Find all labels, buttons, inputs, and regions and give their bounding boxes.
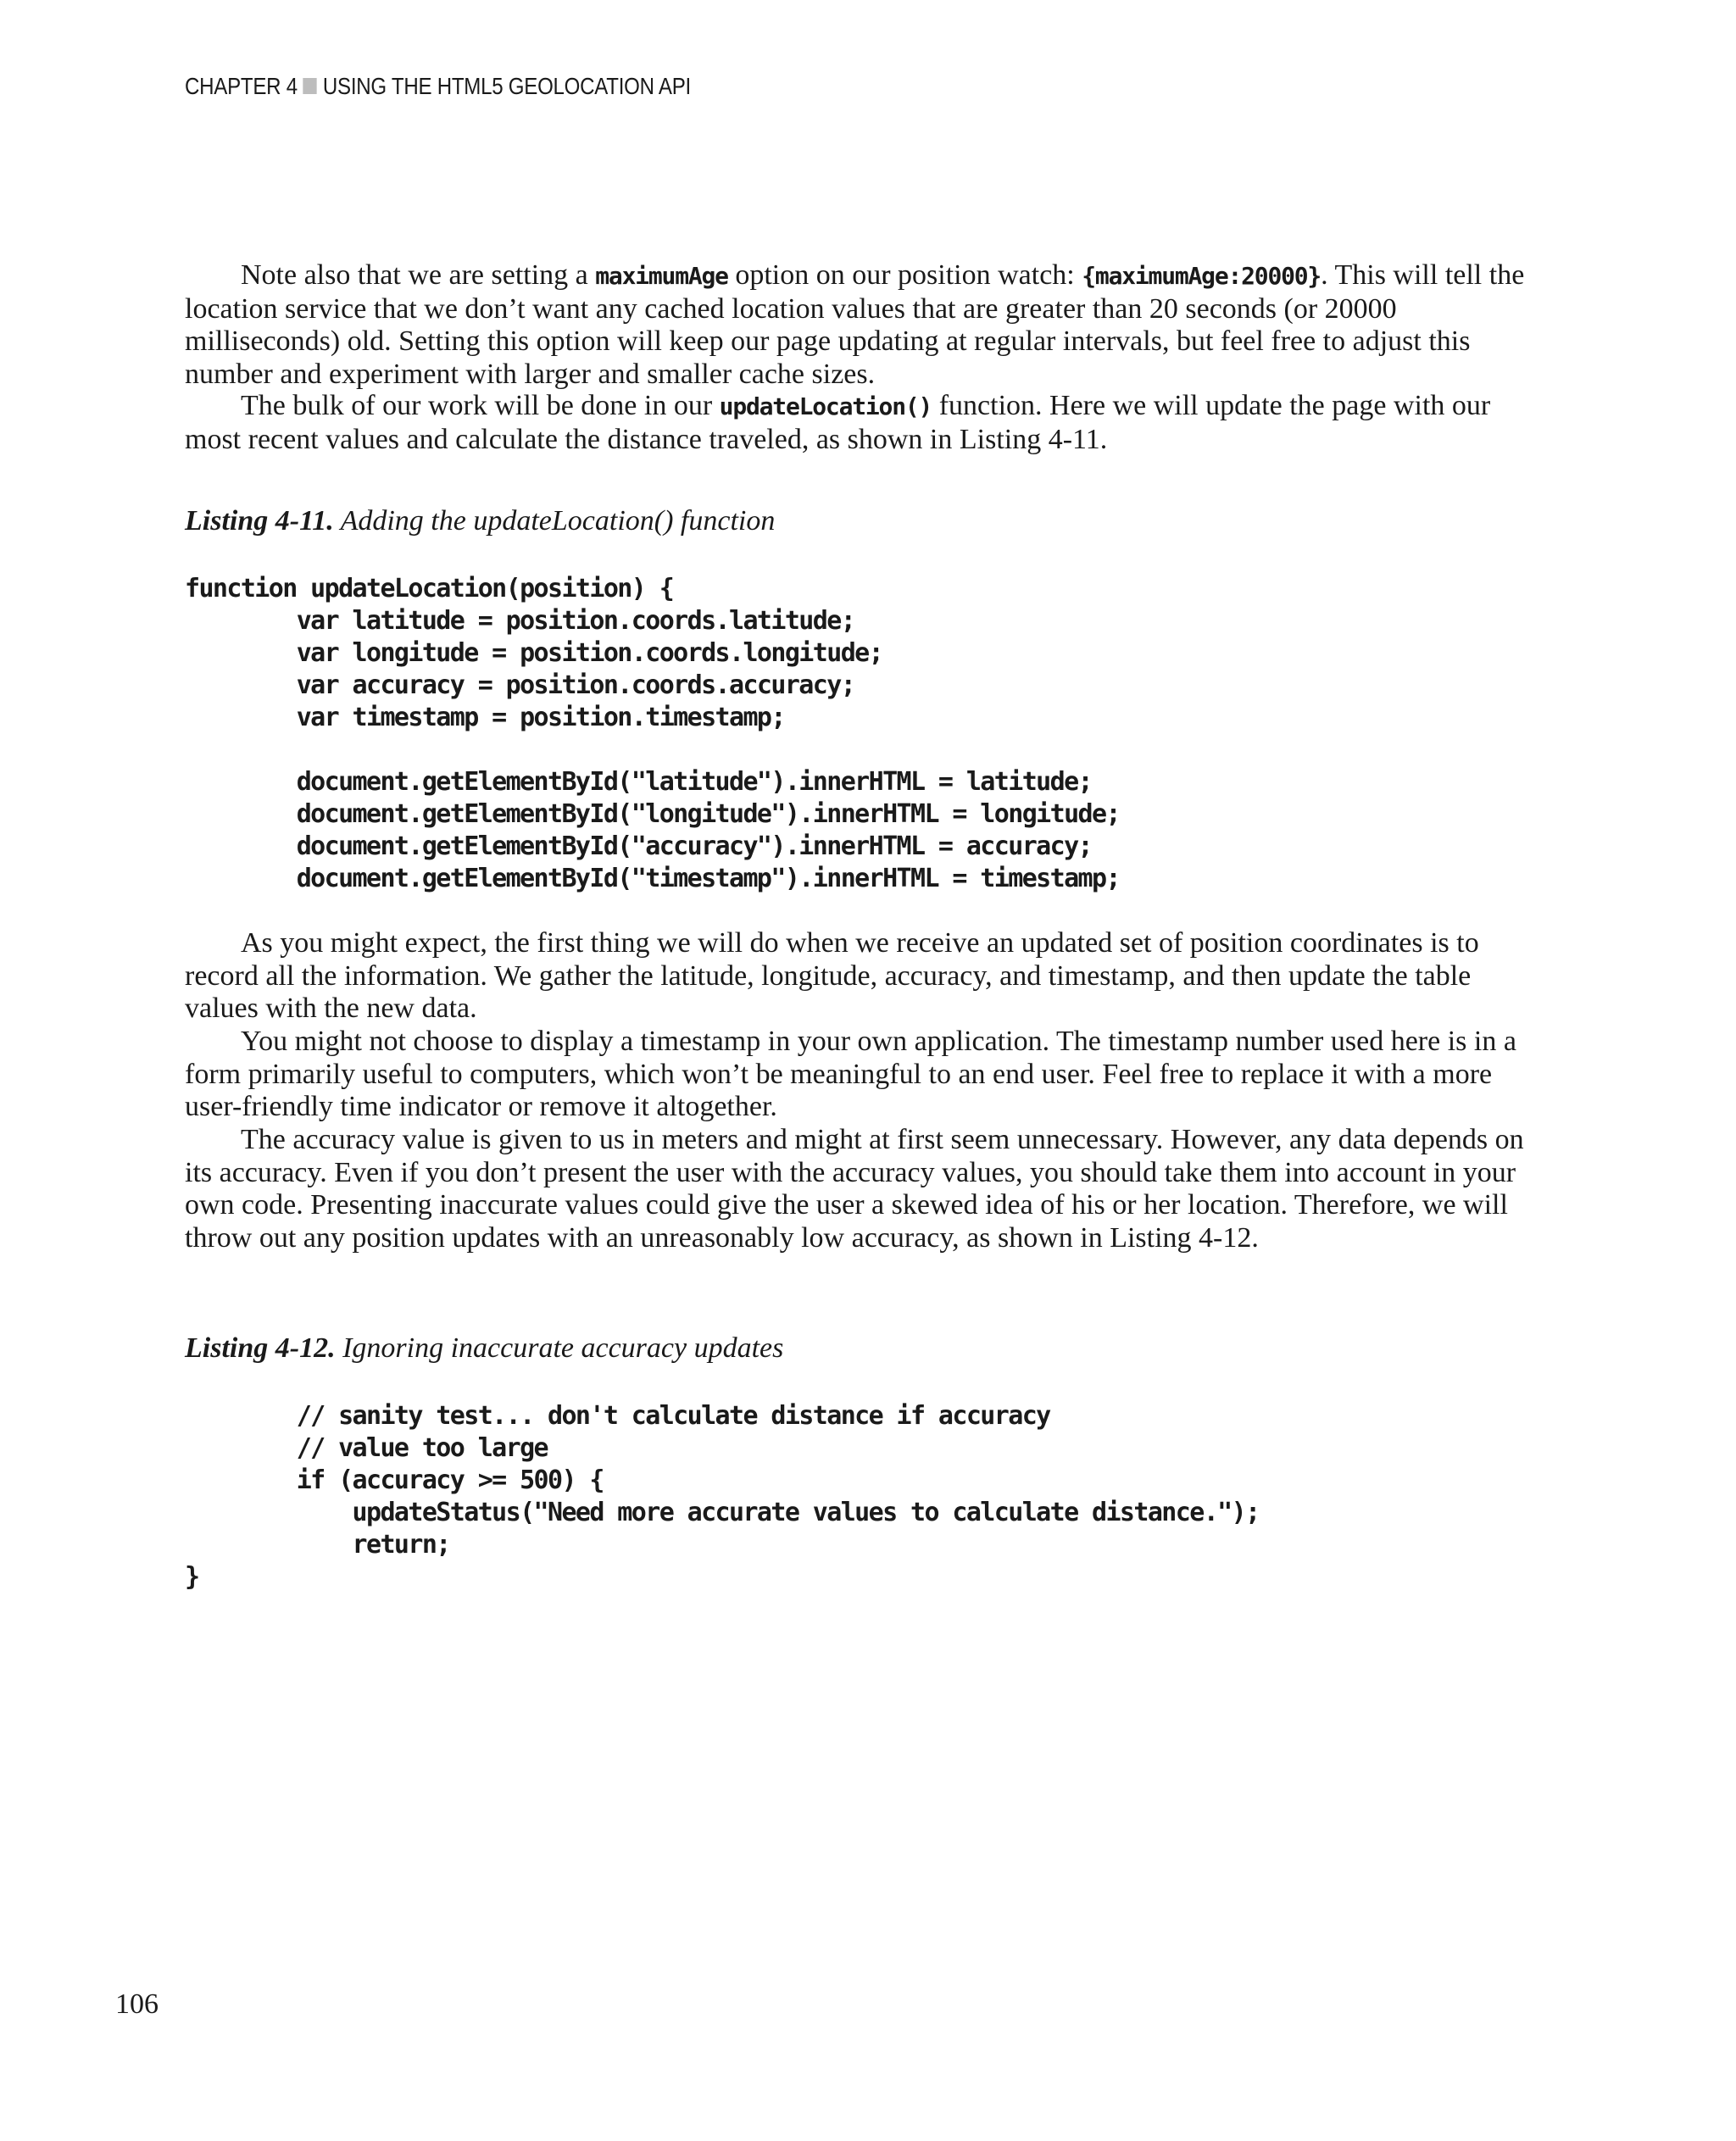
- listing-4-12-code: // sanity test... don't calculate distance if accuracy // value too large if (accuracy >= 500) { updateStatus("Need more accurate values to calculate distance."); return; }: [185, 1401, 1260, 1592]
- listing-number: Listing 4-12.: [185, 1332, 336, 1364]
- listing-4-11-code: function updateLocation(position) { var latitude = position.coords.latitude; var longitude = position.coords.longitude; var accuracy = position.coords.accuracy; var timestamp = position.timestamp; document.getElementById("latitude").innerHTML = latitude; document.getElementById("longitude").innerHTML = longitude; document.getElementById("accuracy").innerHTML = accuracy; document.getElementById("timestamp").innerHTML = timestamp;: [185, 574, 1120, 893]
- inline-code: {maximumAge:20000}: [1082, 262, 1321, 290]
- page-number: 106: [115, 1988, 159, 2020]
- listing-4-11-caption: [185, 505, 775, 537]
- inline-code: maximumAge: [595, 262, 728, 290]
- listing-title: Ignoring inaccurate accuracy updates: [335, 1332, 784, 1364]
- text-run: . This will tell the location service that we don’t want any cached location values that are greater than 20 seconds (or 20000 milliseconds) old. Setting this option will keep our page updating at regular intervals, but feel free to adjust this number and experiment with larger and smaller cache sizes.: [185, 259, 1525, 390]
- chapter-label: CHAPTER 4: [185, 73, 298, 99]
- text-run: option on our position watch:: [727, 259, 1082, 291]
- listing-title: Adding the updateLocation() function: [333, 505, 776, 537]
- paragraph-record-information: As you might expect, the first thing we will do when we receive an updated set of position coordinates is to record all the information. We gather the latitude, longitude, accuracy, and timestamp, and then update the table values with the new data.: [185, 927, 1479, 1025]
- text-run: Note also that we are setting a: [241, 259, 596, 291]
- paragraph-timestamp: You might not choose to display a timestamp in your own application. The timestamp number used here is in a form primarily useful to computers, which won’t be meaningful to an end user. Feel free to replace it with a more user-friendly time indicator or remove it altogether.: [185, 1026, 1516, 1123]
- chapter-title: USING THE HTML5 GEOLOCATION API: [322, 73, 691, 99]
- paragraph-accuracy: The accuracy value is given to us in meters and might at first seem unnecessary. However, any data depends on its accuracy. Even if you don’t present the user with the accuracy values, you should take them into account in your own code. Presenting inaccurate values could give the user a skewed idea of his or her location. Therefore, we will throw out any position updates with an unreasonably low accuracy, as shown in Listing 4-12.: [185, 1124, 1524, 1254]
- square-separator-icon: [303, 78, 317, 94]
- listing-number: Listing 4-11.: [185, 505, 334, 537]
- text-run: The bulk of our work will be done in our: [241, 390, 720, 421]
- paragraph-maximum-age: [185, 259, 1550, 391]
- inline-code: updateLocation(): [719, 392, 932, 420]
- running-header: [185, 73, 691, 100]
- text-run: function. Here we will update the page with our most recent values and calculate the distance traveled, as shown in Listing 4-11.: [185, 390, 1491, 455]
- listing-4-12-caption: [185, 1332, 783, 1365]
- paragraph-update-location: [185, 390, 1550, 456]
